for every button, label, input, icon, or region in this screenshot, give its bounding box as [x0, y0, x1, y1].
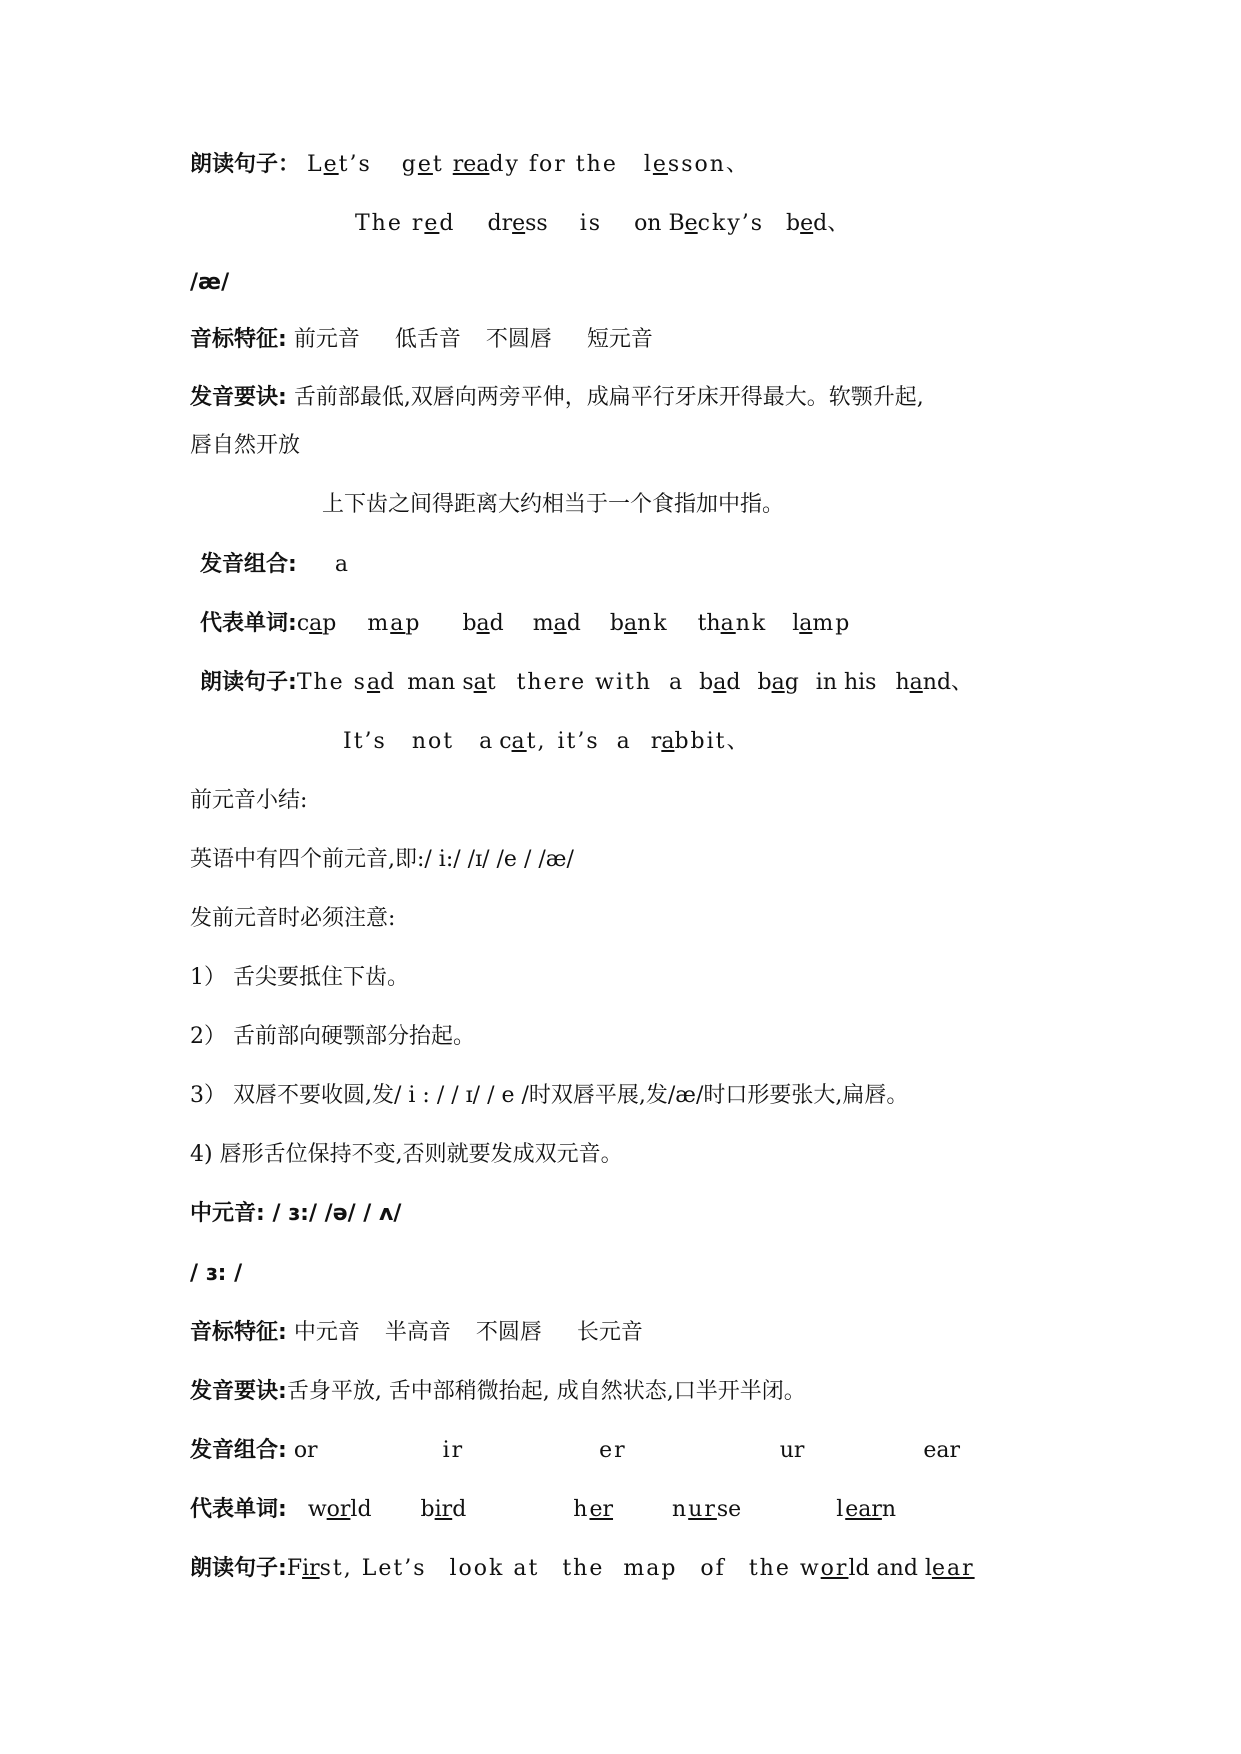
er-combinations: 发音组合: or ir er ur ear: [190, 1438, 961, 1463]
er-sentence: 朗读句子:First, Let’s look at the map of the world and lear: [190, 1556, 975, 1581]
ae-combination: 发音组合: a: [200, 552, 348, 577]
ae-words: 代表单词:cap map bad mad bank thank lamp: [200, 611, 852, 636]
ae-sentence-line-1: 朗读句子:The sad man sat there with a bad bag in his hand、: [200, 670, 974, 695]
combo-label: 发音组合:: [200, 552, 297, 577]
ae-sentence-line-2: It’s not a cat, it’s a rabbit、: [343, 729, 751, 754]
central-vowels: 中元音: / ɜ:/ /ə/ / ʌ/: [190, 1201, 402, 1226]
sentence-label: 朗读句子：: [190, 152, 301, 177]
rule-1: 1） 舌尖要抵住下齿。: [190, 965, 409, 990]
summary-list: 英语中有四个前元音,即:/ i:/ /ɪ/ /e / /æ/: [190, 847, 574, 872]
ae-heading: /æ/: [190, 270, 230, 295]
rule-4: 4) 唇形舌位保持不变,否则就要发成双元音。: [190, 1142, 623, 1167]
er-words: 代表单词: world bird her nurse learn: [190, 1497, 897, 1522]
words-label: 代表单词:: [200, 611, 297, 636]
ae-tip-line-2: 唇自然开放: [190, 433, 301, 458]
summary-title: 前元音小结:: [190, 788, 308, 813]
ae-features: 音标特征: 前元音 低舌音 不圆唇 短元音: [190, 327, 653, 352]
sentence-label: 朗读句子:: [190, 1556, 287, 1581]
summary-note: 发前元音时必须注意:: [190, 906, 396, 931]
ae-tip-line-3: 上下齿之间得距离大约相当于一个食指加中指。: [322, 492, 785, 517]
e-sentence-line-1: 朗读句子： Let’s get ready for the lesson、: [190, 152, 750, 177]
combo-label: 发音组合:: [190, 1438, 287, 1463]
feature-label: 音标特征:: [190, 1320, 287, 1345]
er-heading: / ɜ: /: [190, 1261, 243, 1286]
er-features: 音标特征: 中元音 半高音 不圆唇 长元音: [190, 1320, 643, 1345]
er-tip: 发音要诀:舌身平放, 舌中部稍微抬起, 成自然状态,口半开半闭。: [190, 1379, 806, 1404]
rule-2: 2） 舌前部向硬颚部分抬起。: [190, 1024, 475, 1049]
rule-3: 3） 双唇不要收圆,发/ i : / / ɪ/ / e /时双唇平展,发/æ/时口形要张大,扁唇。: [190, 1083, 909, 1108]
tip-label: 发音要诀:: [190, 385, 287, 410]
e-sentence-line-2: The red dress is on Becky’s bed、: [355, 211, 850, 236]
sentence-label: 朗读句子:: [200, 670, 297, 695]
ae-tip-line-1: 发音要诀: 舌前部最低,双唇向两旁平伸，成扁平行牙床开得最大。软颚升起,: [190, 385, 924, 410]
words-label: 代表单词:: [190, 1497, 287, 1522]
feature-label: 音标特征:: [190, 327, 287, 352]
central-label: 中元音:: [190, 1201, 265, 1226]
tip-label: 发音要诀:: [190, 1379, 287, 1404]
